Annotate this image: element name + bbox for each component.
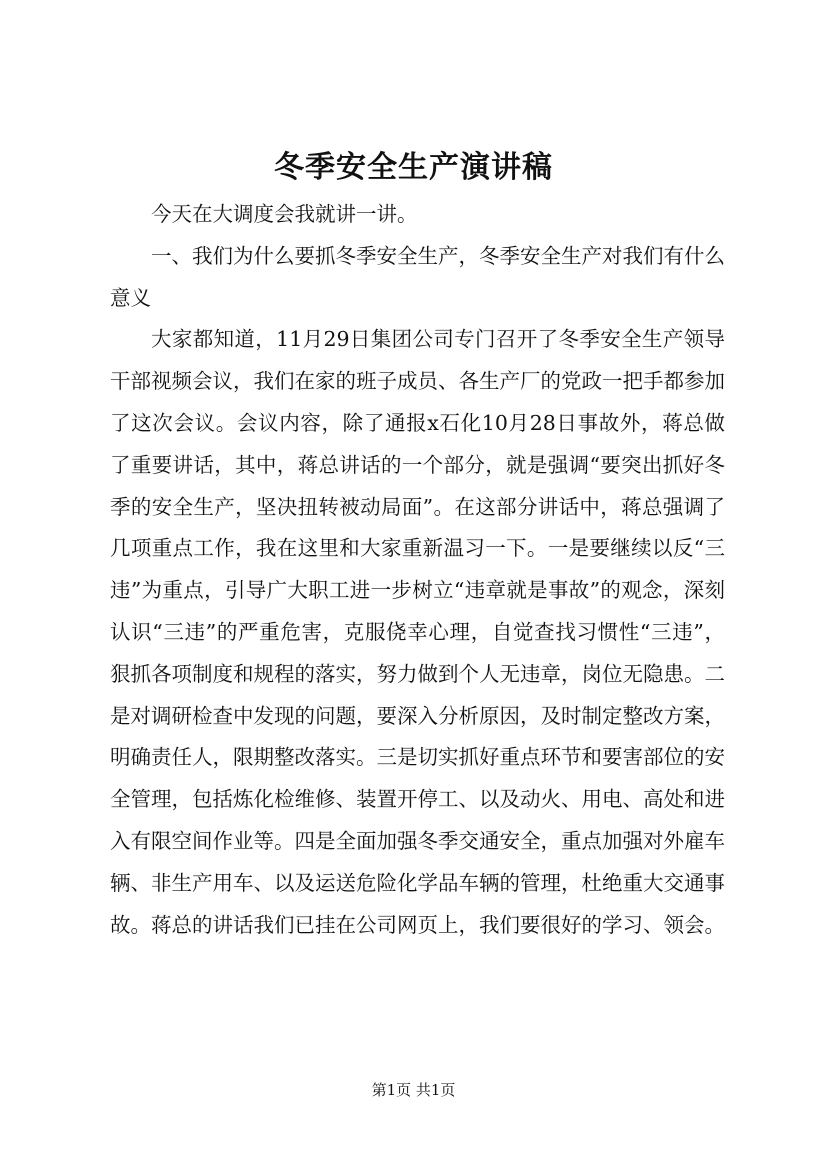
document-body (110, 194, 725, 946)
document-title: 冬季安全生产演讲稿 (274, 150, 553, 185)
paragraph-heading: 一、我们为什么要抓冬季安全生产，冬季安全生产对我们有什么意义 (110, 243, 725, 310)
page-footer: 第1页 共1页 (371, 1081, 456, 1099)
paragraph-intro: 今天在大调度会我就讲一讲。 (151, 202, 418, 226)
paragraph-main: 大家都知道，11月29日集团公司专门召开了冬季安全生产领导干部视频会议，我们在家的班子成员、各生产厂的党政一把手都参加了这次会议。会议内容，除了通报x石化10月28日事故外，蒋总做了重要讲话，其中，蒋总讲话的一个部分，就是强调“要突出抓好冬季的安全生产，坚决扭转被动局面”。在这部分讲话中，蒋总强调了几项重点工作，我在这里和大家重新温习一下。一是要继续以反“三违”为重点，引导广大职工进一步树立“违章就是事故”的观念，深刻认识“三违”的严重危害，克服侥幸心理，自觉查找习惯性“三违”，狠抓各项制度和规程的落实，努力做到个人无违章，岗位无隐患。二是对调研检查中发现的问题，要深入分析原因，及时制定整改方案，明确责任人，限期整改落实。三是切实抓好重点环节和要害部位的安全管理，包括炼化检维修、装置开停工、以及动火、用电、高处和进入有限空间作业等。四是全面加强冬季交通安全，重点加强对外雇车辆、非生产用车、以及运送危险化学品车辆的管理，杜绝重大交通事故。蒋总的讲话我们已挂在公司网页上，我们要很好的学习、领会。 (110, 327, 725, 937)
